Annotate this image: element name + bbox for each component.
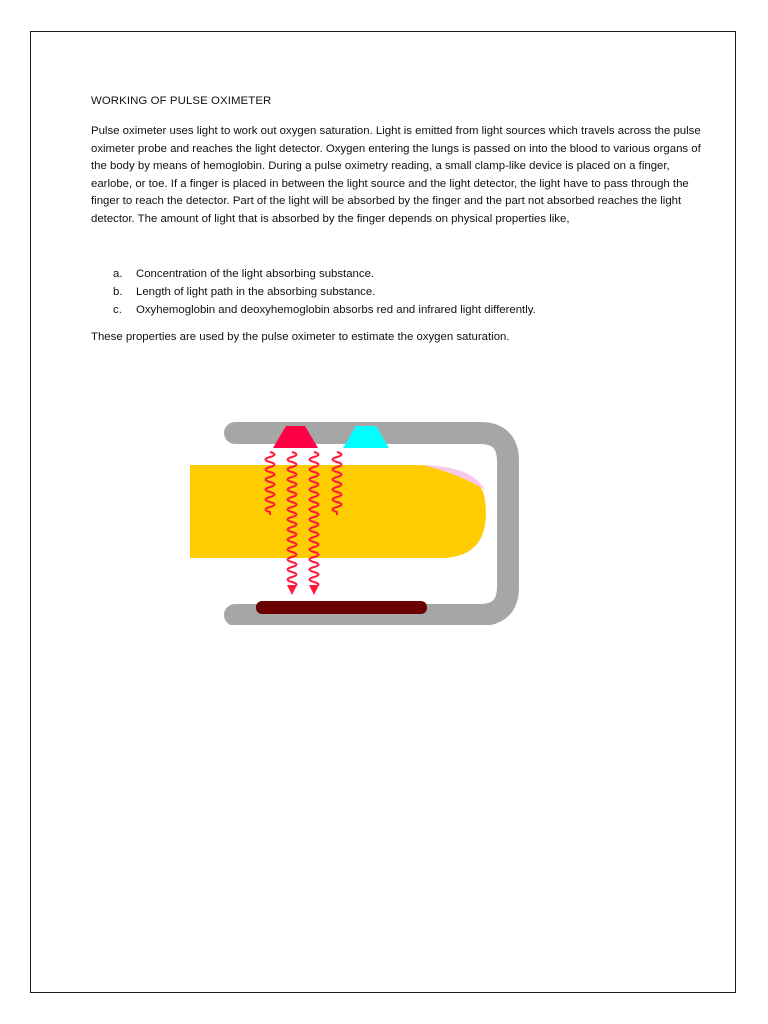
light-detector bbox=[256, 601, 427, 614]
list-item bbox=[91, 265, 705, 283]
list-item-text: Concentration of the light absorbing substance. bbox=[136, 268, 375, 280]
list-item-text: Length of light path in the absorbing substance. bbox=[136, 286, 376, 298]
list-marker: b. bbox=[113, 286, 123, 298]
closing-sentence: These properties are used by the pulse oximeter to estimate the oxygen saturation. bbox=[91, 331, 510, 343]
pulse-oximeter-diagram bbox=[180, 410, 530, 625]
list-item bbox=[91, 283, 705, 301]
finger bbox=[190, 465, 486, 558]
properties-list bbox=[91, 265, 705, 319]
list-marker: c. bbox=[113, 304, 122, 316]
body-paragraph: Pulse oximeter uses light to work out oxygen saturation. Light is emitted from light sources which travels across the pulse oximeter probe and reaches the light detector. Oxygen entering the lungs is passed on into the blood to various organs of the body by means of hemoglobin. During a pulse oximetry reading, a small clamp-like device is placed on a finger, earlobe, or toe. If a finger is placed in between the light source and the light detector, the light have to pass through the finger to reach the detector. Part of the light will be absorbed by the finger and the part not absorbed reaches the light detector. The amount of light that is absorbed by the finger depends on physical properties like, bbox=[91, 125, 701, 225]
list-item bbox=[91, 301, 705, 319]
list-item-text: Oxyhemoglobin and deoxyhemoglobin absorbs red and infrared light differently. bbox=[136, 304, 536, 316]
document-heading: WORKING OF PULSE OXIMETER bbox=[91, 95, 272, 107]
list-marker: a. bbox=[113, 268, 123, 280]
